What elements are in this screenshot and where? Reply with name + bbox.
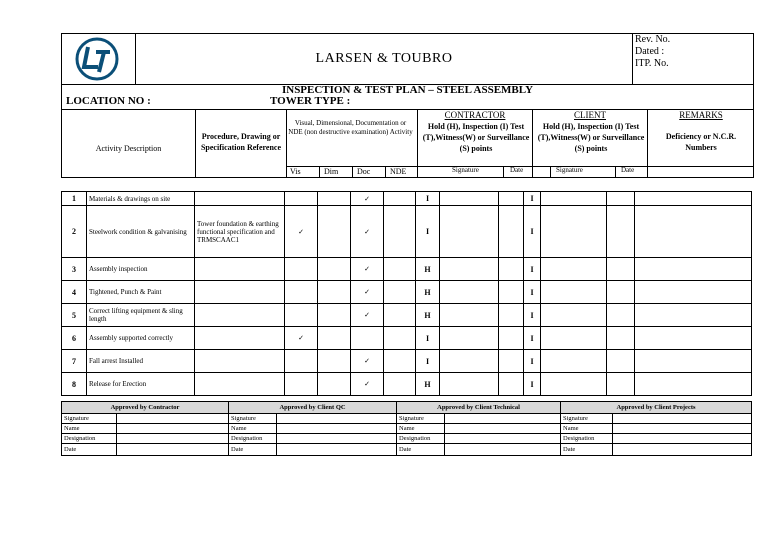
procedure-cell xyxy=(195,350,285,373)
doc-cell: ✓ xyxy=(351,192,384,206)
client-point-cell: I xyxy=(524,258,541,281)
client-desc: Hold (H), Inspection (I) Test (T),Witness(W) or Surveillance (S) points xyxy=(537,122,645,153)
header-block xyxy=(61,33,754,85)
approval-group-header: Approved by Client QC xyxy=(229,402,397,414)
approval-field-label: Date xyxy=(561,444,613,456)
table-row xyxy=(62,281,752,304)
nde-cell xyxy=(384,192,416,206)
doc-header: Doc xyxy=(357,167,371,176)
procedure-cell xyxy=(195,373,285,396)
approval-row xyxy=(62,434,752,444)
dim-cell xyxy=(318,350,351,373)
column-header xyxy=(61,109,754,178)
remarks-cell xyxy=(635,373,752,396)
contractor-header: CONTRACTOR xyxy=(444,110,506,120)
row-number: 4 xyxy=(62,281,87,304)
approval-field-label: Date xyxy=(62,444,117,456)
client-date-cell xyxy=(607,327,635,350)
nde-cell xyxy=(384,350,416,373)
approval-field-value[interactable] xyxy=(445,434,561,444)
company-name: LARSEN & TOUBRO xyxy=(315,51,453,66)
nde-cell xyxy=(384,327,416,350)
contractor-date-cell xyxy=(499,350,524,373)
table-row xyxy=(62,258,752,281)
procedure-cell xyxy=(195,304,285,327)
approval-field-label: Designation xyxy=(229,434,277,444)
divider xyxy=(615,166,616,177)
approval-field-value[interactable] xyxy=(277,434,397,444)
nde-cell xyxy=(384,281,416,304)
dim-cell xyxy=(318,327,351,350)
approval-field-label: Date xyxy=(397,444,445,456)
remarks-cell xyxy=(635,281,752,304)
vis-cell xyxy=(285,192,318,206)
client-date-cell xyxy=(607,206,635,258)
client-signature-cell xyxy=(541,192,607,206)
approval-field-label: Date xyxy=(229,444,277,456)
procedure-header: Procedure, Drawing or Specification Reference xyxy=(200,132,282,152)
dim-cell xyxy=(318,258,351,281)
activity-cell: Steelwork condition & galvanising xyxy=(87,206,195,258)
approval-row xyxy=(62,444,752,456)
approval-row xyxy=(62,414,752,424)
remarks-header: REMARKS xyxy=(679,110,723,120)
client-point-cell: I xyxy=(524,304,541,327)
approval-field-value[interactable] xyxy=(613,424,752,434)
remarks-cell xyxy=(635,258,752,281)
contractor-desc: Hold (H), Inspection (I) Test (T),Witness(W) or Surveillance (S) points xyxy=(422,122,530,153)
client-date-cell xyxy=(607,373,635,396)
lt-logo-icon xyxy=(74,37,120,81)
client-point-cell: I xyxy=(524,327,541,350)
row-number: 2 xyxy=(62,206,87,258)
approval-group-header: Approved by Client Projects xyxy=(561,402,752,414)
approval-field-value[interactable] xyxy=(445,414,561,424)
activity-cell: Assembly inspection xyxy=(87,258,195,281)
nde-cell xyxy=(384,206,416,258)
contractor-date-header: Date xyxy=(510,166,524,174)
client-date-cell xyxy=(607,281,635,304)
divider xyxy=(319,166,320,177)
table-row xyxy=(62,350,752,373)
contractor-point-cell: I xyxy=(416,350,440,373)
nde-header: NDE xyxy=(390,167,407,176)
activity-cell: Assembly supported correctly xyxy=(87,327,195,350)
contractor-signature-cell xyxy=(440,373,499,396)
contractor-point-cell: I xyxy=(416,192,440,206)
remarks-cell xyxy=(635,192,752,206)
approval-field-label: Name xyxy=(229,424,277,434)
vis-cell xyxy=(285,281,318,304)
contractor-point-cell: H xyxy=(416,258,440,281)
contractor-point-cell: H xyxy=(416,304,440,327)
approval-field-value[interactable] xyxy=(277,424,397,434)
activity-header: Activity Description xyxy=(62,109,196,177)
activity-cell: Release for Erection xyxy=(87,373,195,396)
nde-cell xyxy=(384,258,416,281)
activity-cell: Fall arrest Installed xyxy=(87,350,195,373)
approval-field-value[interactable] xyxy=(613,444,752,456)
contractor-signature-cell xyxy=(440,327,499,350)
approval-field-value[interactable] xyxy=(277,444,397,456)
client-point-cell: I xyxy=(524,350,541,373)
itp-label: ITP. No. xyxy=(635,58,669,69)
itp-table xyxy=(61,191,752,396)
client-signature-cell xyxy=(541,373,607,396)
row-number: 1 xyxy=(62,192,87,206)
client-date-cell xyxy=(607,350,635,373)
vis-header: Vis xyxy=(290,167,301,176)
client-date-header: Date xyxy=(621,166,635,174)
table-row xyxy=(62,373,752,396)
table-row xyxy=(62,327,752,350)
procedure-cell: Tower foundation & earthing functional specification and TRMSCAAC1 xyxy=(195,206,285,258)
remarks-cell xyxy=(635,350,752,373)
dated-label: Dated : xyxy=(635,46,665,57)
approval-field-label: Designation xyxy=(62,434,117,444)
activity-cell: Tightened, Punch & Paint xyxy=(87,281,195,304)
procedure-cell xyxy=(195,258,285,281)
dim-cell xyxy=(318,373,351,396)
table-row xyxy=(62,206,752,258)
procedure-cell xyxy=(195,281,285,304)
vis-cell xyxy=(285,258,318,281)
doc-cell: ✓ xyxy=(351,281,384,304)
contractor-point-cell: I xyxy=(416,327,440,350)
client-point-cell: I xyxy=(524,206,541,258)
client-signature-header: Signature xyxy=(556,166,583,174)
doc-cell: ✓ xyxy=(351,350,384,373)
approval-field-label: Signature xyxy=(397,414,445,424)
vdnde-header: Visual, Dimensional, Documentation or NDE (non destructive examination) Activity xyxy=(288,119,413,136)
procedure-cell xyxy=(195,327,285,350)
doc-cell xyxy=(351,327,384,350)
procedure-cell xyxy=(195,192,285,206)
plan-title: INSPECTION & TEST PLAN – STEEL ASSEMBLY xyxy=(281,84,534,96)
doc-cell: ✓ xyxy=(351,373,384,396)
doc-cell: ✓ xyxy=(351,206,384,258)
row-number: 5 xyxy=(62,304,87,327)
contractor-date-cell xyxy=(499,373,524,396)
rev-label: Rev. No. xyxy=(635,34,671,45)
approval-header-row xyxy=(62,402,752,414)
approval-field-label: Signature xyxy=(229,414,277,424)
approval-field-label: Name xyxy=(62,424,117,434)
divider xyxy=(385,166,386,177)
contractor-signature-cell xyxy=(440,281,499,304)
contractor-date-cell xyxy=(499,281,524,304)
remarks-cell xyxy=(635,206,752,258)
activity-cell: Materials & drawings on site xyxy=(87,192,195,206)
table-row xyxy=(62,304,752,327)
approval-field-label: Designation xyxy=(561,434,613,444)
client-signature-cell xyxy=(541,350,607,373)
contractor-signature-cell xyxy=(440,206,499,258)
rev-block xyxy=(632,34,756,84)
divider xyxy=(352,166,353,177)
vis-cell xyxy=(285,304,318,327)
logo-cell xyxy=(62,34,136,84)
contractor-point-cell: H xyxy=(416,281,440,304)
contractor-signature-header: Signature xyxy=(452,166,479,174)
dim-cell xyxy=(318,192,351,206)
vis-cell: ✓ xyxy=(285,206,318,258)
client-header: CLIENT xyxy=(574,110,606,120)
client-point-cell: I xyxy=(524,281,541,304)
approval-field-label: Name xyxy=(397,424,445,434)
approval-field-value[interactable] xyxy=(117,434,229,444)
client-signature-cell xyxy=(541,206,607,258)
approval-group-header: Approved by Client Technical xyxy=(397,402,561,414)
contractor-signature-cell xyxy=(440,258,499,281)
client-point-cell: I xyxy=(524,192,541,206)
divider xyxy=(550,166,551,177)
tower-type-label: TOWER TYPE : xyxy=(270,95,351,107)
client-signature-cell xyxy=(541,304,607,327)
contractor-date-cell xyxy=(499,192,524,206)
approval-field-value[interactable] xyxy=(117,424,229,434)
contractor-signature-cell xyxy=(440,192,499,206)
approval-field-label: Signature xyxy=(561,414,613,424)
contractor-signature-cell xyxy=(440,350,499,373)
dim-cell xyxy=(318,304,351,327)
client-signature-cell xyxy=(541,327,607,350)
contractor-point-cell: H xyxy=(416,373,440,396)
contractor-date-cell xyxy=(499,327,524,350)
divider xyxy=(503,166,504,177)
vis-cell: ✓ xyxy=(285,327,318,350)
divider xyxy=(648,166,754,167)
approval-group-header: Approved by Contractor xyxy=(62,402,229,414)
contractor-point-cell: I xyxy=(416,206,440,258)
contractor-date-cell xyxy=(499,258,524,281)
contractor-signature-cell xyxy=(440,304,499,327)
contractor-date-cell xyxy=(499,304,524,327)
client-signature-cell xyxy=(541,281,607,304)
title-block xyxy=(61,84,754,110)
client-point-cell: I xyxy=(524,373,541,396)
approval-field-value[interactable] xyxy=(117,444,229,456)
client-signature-cell xyxy=(541,258,607,281)
location-label: LOCATION NO : xyxy=(66,95,151,107)
doc-cell: ✓ xyxy=(351,304,384,327)
approval-field-value[interactable] xyxy=(445,444,561,456)
dim-header: Dim xyxy=(324,167,339,176)
approval-field-value[interactable] xyxy=(445,424,561,434)
approval-field-value[interactable] xyxy=(117,414,229,424)
approval-field-label: Designation xyxy=(397,434,445,444)
remarks-desc: Deficiency or N.C.R. Numbers xyxy=(665,132,737,152)
client-date-cell xyxy=(607,192,635,206)
approval-field-label: Signature xyxy=(62,414,117,424)
row-number: 8 xyxy=(62,373,87,396)
remarks-cell xyxy=(635,304,752,327)
vis-cell xyxy=(285,373,318,396)
activity-cell: Correct lifting equipment & sling length xyxy=(87,304,195,327)
doc-cell: ✓ xyxy=(351,258,384,281)
contractor-date-cell xyxy=(499,206,524,258)
row-number: 7 xyxy=(62,350,87,373)
approval-row xyxy=(62,424,752,434)
approval-field-label: Name xyxy=(561,424,613,434)
nde-cell xyxy=(384,373,416,396)
row-number: 3 xyxy=(62,258,87,281)
approval-table xyxy=(61,401,752,456)
vis-cell xyxy=(285,350,318,373)
row-number: 6 xyxy=(62,327,87,350)
approval-field-value[interactable] xyxy=(613,434,752,444)
approval-field-value[interactable] xyxy=(277,414,397,424)
remarks-cell xyxy=(635,327,752,350)
table-row xyxy=(62,192,752,206)
approval-field-value[interactable] xyxy=(613,414,752,424)
dim-cell xyxy=(318,206,351,258)
dim-cell xyxy=(318,281,351,304)
nde-cell xyxy=(384,304,416,327)
client-date-cell xyxy=(607,258,635,281)
client-date-cell xyxy=(607,304,635,327)
